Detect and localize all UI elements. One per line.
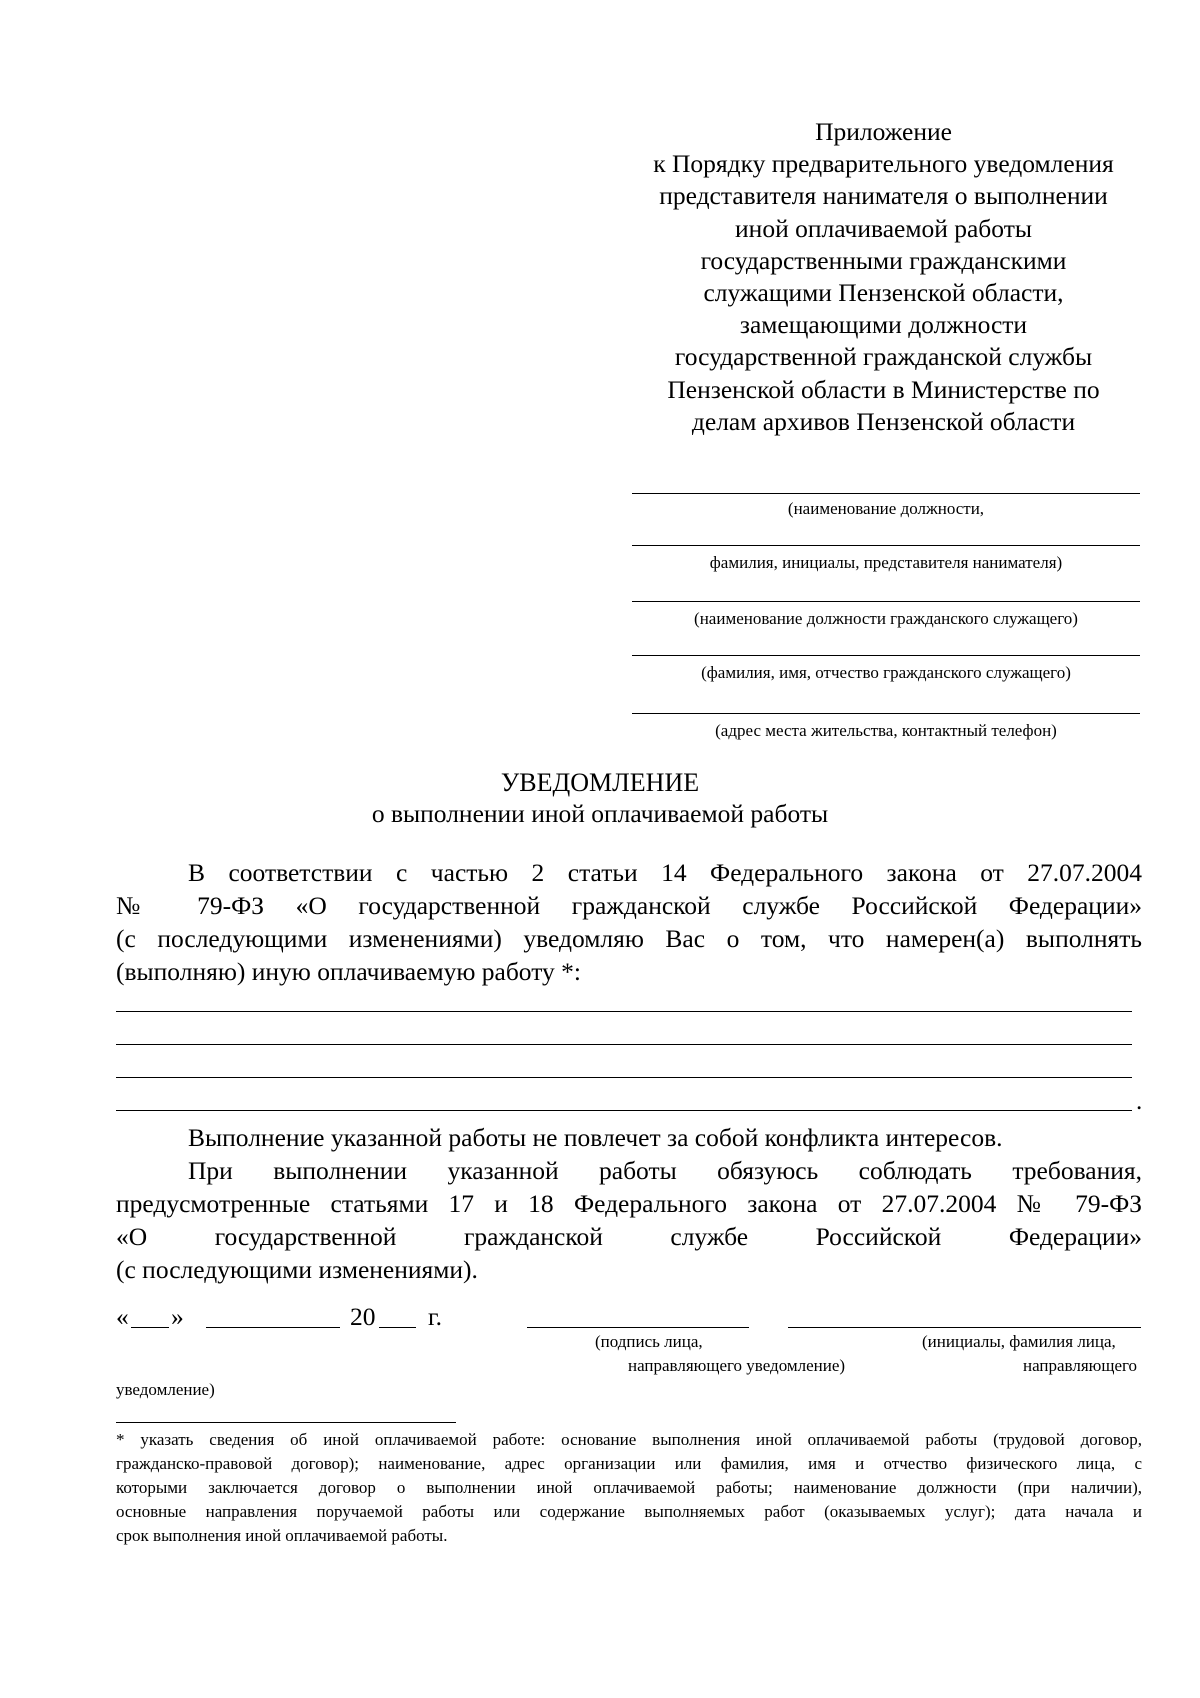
date-day-field[interactable] (131, 1327, 169, 1328)
work-description-line[interactable] (116, 1011, 1132, 1012)
field-line-employer-name[interactable] (632, 545, 1140, 546)
footnote-line: срок выполнения иной оплачиваемой работы. (116, 1526, 448, 1545)
document-subtitle: о выполнении иной оплачиваемой работы (371, 799, 829, 828)
notice-paragraph-2 (116, 1121, 1142, 1154)
paragraph-line: предусмотренные статьями 17 и 18 Федерального закона от 27.07.2004 № 79-ФЗ (116, 1189, 1142, 1218)
paragraph-line: При выполнении указанной работы обязуюсь соблюдать требования, (188, 1156, 1142, 1185)
signature-field[interactable] (527, 1327, 749, 1328)
date-year-field[interactable] (379, 1327, 416, 1328)
name-caption: (инициалы, фамилия лица, (922, 1332, 1116, 1351)
appendix-line: иной оплачиваемой работы (735, 213, 1032, 243)
footnote-separator (116, 1422, 456, 1423)
work-description-line[interactable] (116, 1044, 1132, 1045)
appendix-line: Приложение (815, 117, 952, 146)
year-prefix: 20 (350, 1302, 376, 1331)
paragraph-line: № 79-ФЗ «О государственной гражданской службе Российской Федерации» (116, 891, 1142, 920)
field-line-servant-position[interactable] (632, 601, 1140, 602)
field-caption-address: (адрес места жительства, контактный телефон) (715, 721, 1057, 740)
signature-caption: (подпись лица, (595, 1332, 703, 1351)
field-line-address[interactable] (632, 713, 1140, 714)
work-description-line[interactable] (116, 1077, 1132, 1078)
year-suffix: г. (428, 1302, 442, 1331)
appendix-header (626, 116, 1141, 438)
paragraph-line: «О государственной гражданской службе Российской Федерации» (116, 1222, 1142, 1251)
document-title: УВЕДОМЛЕНИЕ (500, 768, 700, 797)
date-month-field[interactable] (206, 1327, 340, 1328)
end-mark: . (1136, 1088, 1143, 1115)
field-caption-employer-name: фамилия, инициалы, представителя нанимателя) (709, 553, 1063, 572)
appendix-line: представителя нанимателя о выполнении (659, 181, 1108, 211)
field-line-position[interactable] (632, 493, 1140, 494)
name-caption: уведомление) (116, 1380, 215, 1399)
paragraph-line: (с последующими изменениями). (116, 1255, 478, 1284)
paragraph-line: Выполнение указанной работы не повлечет за собой конфликта интересов. (188, 1123, 1003, 1152)
footnote-line: которыми заключается договор о выполнении иной оплачиваемой работы; наименование должности (при наличии), (116, 1478, 1142, 1497)
appendix-line: служащими Пензенской области, (703, 278, 1064, 308)
footnote-line: гражданско-правовой договор); наименование, адрес организации или фамилия, имя и отчество физического лица, с (116, 1454, 1142, 1473)
appendix-line: делам архивов Пензенской области (691, 406, 1076, 436)
footnote (116, 1428, 1142, 1548)
date-close-quote: » (171, 1302, 184, 1331)
paragraph-line: (выполняю) иную оплачиваемую работу *: (116, 957, 581, 986)
appendix-line: к Порядку предварительного уведомления (653, 149, 1114, 179)
field-line-servant-name[interactable] (632, 655, 1140, 656)
field-caption-servant-name: (фамилия, имя, отчество гражданского служащего) (701, 663, 1071, 682)
name-caption: направляющего (1023, 1356, 1138, 1375)
name-field[interactable] (788, 1327, 1141, 1328)
notice-paragraph-1 (116, 856, 1142, 988)
notice-paragraph-3 (116, 1154, 1142, 1286)
footnote-line: основные направления поручаемой работы или содержание выполняемых работ (оказываемых услуг); дата начала и (116, 1502, 1142, 1521)
appendix-line: Пензенской области в Министерстве по (667, 374, 1100, 404)
paragraph-line: (с последующими изменениями) уведомляю Вас о том, что намерен(а) выполнять (116, 924, 1142, 953)
appendix-line: государственной гражданской службы (674, 342, 1093, 372)
paragraph-line: В соответствии с частью 2 статьи 14 Федерального закона от 27.07.2004 (188, 858, 1142, 887)
work-description-line[interactable] (116, 1110, 1132, 1111)
appendix-line: замещающими должности (739, 310, 1028, 340)
date-open-quote: « (116, 1302, 129, 1331)
footnote-line: * указать сведения об иной оплачиваемой работе: основание выполнения иной оплачиваемой работы (трудовой договор, (116, 1430, 1142, 1449)
appendix-line: государственными гражданскими (700, 245, 1067, 275)
field-caption-servant-position: (наименование должности гражданского служащего) (694, 609, 1078, 628)
signature-caption: направляющего уведомление) (628, 1356, 846, 1375)
field-caption-position: (наименование должности, (787, 499, 985, 518)
